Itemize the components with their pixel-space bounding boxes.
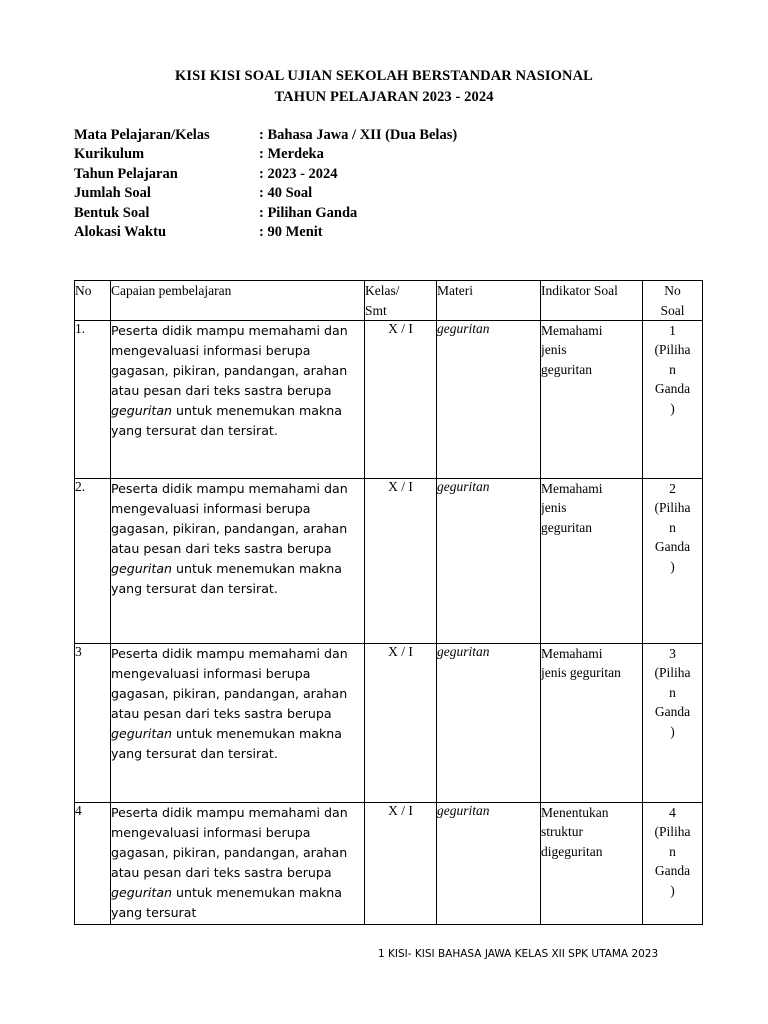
no-soal-line: n	[669, 519, 676, 535]
meta-row	[74, 165, 457, 184]
cell-kelas: X / I	[365, 479, 437, 644]
no-soal-line: 4	[669, 805, 676, 820]
meta-label: Bentuk Soal	[74, 204, 150, 221]
cell-indikator	[541, 644, 643, 803]
cell-no-soal	[643, 321, 703, 479]
indikator-line: digeguritan	[541, 843, 603, 859]
cell-capaian	[111, 803, 365, 925]
meta-value: : Bahasa Jawa / XII (Dua Belas)	[259, 127, 458, 143]
cell-no: 1.	[75, 321, 111, 479]
meta-row	[74, 184, 457, 203]
capaian-italic: geguritan	[111, 885, 173, 901]
cell-indikator	[541, 803, 643, 925]
header-materi: Materi	[437, 281, 541, 321]
table-row	[75, 479, 703, 644]
meta-label: Tahun Pelajaran	[74, 165, 178, 182]
cell-no-soal	[643, 803, 703, 925]
document-subtitle: TAHUN PELAJARAN 2023 - 2024	[274, 89, 494, 105]
indikator-line: jenis	[541, 342, 567, 358]
capaian-italic: geguritan	[111, 726, 173, 742]
indikator-line: Memahami	[541, 646, 603, 661]
cell-materi: geguritan	[437, 321, 541, 479]
indikator-line: Memahami	[541, 323, 603, 338]
meta-row	[74, 145, 457, 164]
no-soal-line: 2	[669, 481, 676, 496]
meta-value: : 40 Soal	[259, 185, 313, 202]
no-soal-line: )	[670, 882, 675, 898]
header-capaian: Capaian pembelajaran	[111, 281, 365, 321]
header-no-soal-line: No	[664, 283, 681, 298]
cell-indikator	[541, 321, 643, 479]
meta-label: Kurikulum	[74, 146, 145, 163]
indikator-line: struktur	[541, 824, 583, 840]
no-soal-line: Ganda	[654, 539, 691, 555]
header-no-soal	[643, 281, 703, 321]
no-soal-line: 3	[669, 646, 676, 661]
capaian-text: untuk menemukan makna yang tersurat dan tersirat.	[111, 726, 342, 762]
no-soal-line: n	[669, 361, 676, 377]
no-soal-line: (Piliha	[654, 342, 691, 358]
no-soal-line: (Piliha	[654, 665, 691, 681]
cell-kelas: X / I	[365, 321, 437, 479]
cell-no: 2.	[75, 479, 111, 644]
meta-label: Mata Pelajaran/Kelas	[74, 127, 210, 143]
indikator-line: Memahami	[541, 481, 603, 496]
no-soal-line: 1	[669, 323, 676, 338]
header-kelas-line: Smt	[365, 302, 387, 318]
header-no: No	[75, 281, 111, 321]
capaian-italic: geguritan	[111, 403, 173, 419]
table-row	[75, 321, 703, 479]
cell-kelas: X / I	[365, 644, 437, 803]
no-soal-line: )	[670, 400, 675, 416]
capaian-text: Peserta didik mampu memahami dan mengevaluasi informasi berupa gagasan, pikiran, pandangan, arahan atau pesan dari teks sastra berupa	[111, 323, 348, 399]
capaian-text: untuk menemukan makna yang tersurat dan tersirat.	[111, 561, 342, 597]
cell-indikator	[541, 479, 643, 644]
cell-capaian	[111, 321, 365, 479]
meta-value: : Merdeka	[259, 146, 324, 163]
meta-row	[74, 223, 457, 242]
meta-value: : 90 Menit	[259, 223, 323, 240]
meta-row	[74, 204, 457, 223]
no-soal-line: (Piliha	[654, 500, 691, 516]
capaian-text: untuk menemukan makna yang tersurat	[111, 885, 342, 921]
cell-no-soal	[643, 479, 703, 644]
header-indikator: Indikator Soal	[541, 281, 643, 321]
no-soal-line: (Piliha	[654, 824, 691, 840]
table-row	[75, 803, 703, 925]
meta-label: Alokasi Waktu	[74, 223, 167, 240]
capaian-italic: geguritan	[111, 561, 173, 577]
cell-capaian	[111, 479, 365, 644]
no-soal-line: )	[670, 723, 675, 739]
cell-no-soal	[643, 644, 703, 803]
cell-capaian	[111, 644, 365, 803]
document-title: KISI KISI SOAL UJIAN SEKOLAH BERSTANDAR NASIONAL	[175, 68, 593, 84]
table-header-row	[75, 281, 703, 321]
cell-kelas: X / I	[365, 803, 437, 925]
cell-materi: geguritan	[437, 479, 541, 644]
header-no-soal-line: Soal	[660, 302, 685, 318]
meta-label: Jumlah Soal	[74, 185, 151, 202]
indikator-line: geguritan	[541, 519, 592, 535]
cell-materi: geguritan	[437, 803, 541, 925]
meta-value: : 2023 - 2024	[259, 165, 338, 182]
cell-no: 4	[75, 803, 111, 925]
indikator-line: jenis geguritan	[541, 665, 621, 681]
no-soal-line: )	[670, 558, 675, 574]
capaian-text: Peserta didik mampu memahami dan mengevaluasi informasi berupa gagasan, pikiran, pandangan, arahan atau pesan dari teks sastra berupa	[111, 646, 348, 722]
header-kelas	[365, 281, 437, 321]
no-soal-line: Ganda	[654, 704, 691, 720]
no-soal-line: n	[669, 843, 676, 859]
meta-value: : Pilihan Ganda	[259, 204, 358, 221]
no-soal-line: Ganda	[654, 863, 691, 879]
page-footer: 1 KISI- KISI BAHASA JAWA KELAS XII SPK UTAMA 2023	[378, 948, 659, 960]
meta-row	[74, 126, 457, 145]
header-kelas-line: Kelas/	[365, 283, 400, 298]
no-soal-line: Ganda	[654, 381, 691, 397]
indikator-line: Menentukan	[541, 805, 609, 820]
table-row	[75, 644, 703, 803]
capaian-text: Peserta didik mampu memahami dan mengevaluasi informasi berupa gagasan, pikiran, pandangan, arahan atau pesan dari teks sastra berupa	[111, 481, 348, 557]
cell-materi: geguritan	[437, 644, 541, 803]
capaian-text: untuk menemukan makna yang tersurat dan tersirat.	[111, 403, 342, 439]
document-meta	[74, 126, 457, 242]
cell-no: 3	[75, 644, 111, 803]
capaian-text: Peserta didik mampu memahami dan mengevaluasi informasi berupa gagasan, pikiran, pandangan, arahan atau pesan dari teks sastra berupa	[111, 805, 348, 881]
indikator-line: jenis	[541, 500, 567, 516]
indikator-line: geguritan	[541, 361, 592, 377]
kisi-table	[74, 280, 703, 925]
no-soal-line: n	[669, 684, 676, 700]
